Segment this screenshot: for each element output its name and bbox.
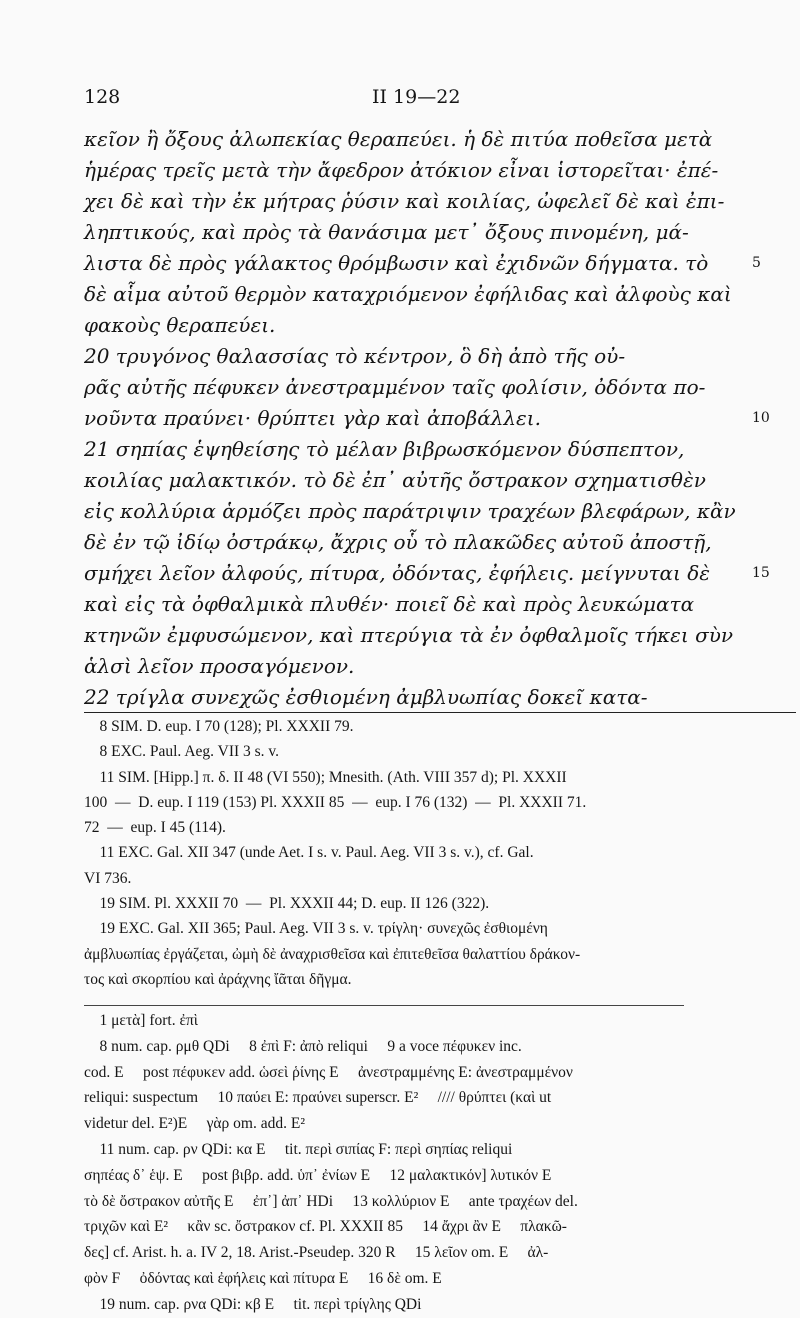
text-line (84, 155, 724, 186)
text-line-content: ληπτικούς, καὶ πρὸς τὰ θανάσιμα μετ᾽ ὄξους πινομένη, μά- (84, 220, 689, 244)
source-note-line: 100 — D. eup. I 119 (153) Pl. XXXII 85 — eup. I 76 (132) — Pl. XXXII 71. (84, 793, 587, 811)
text-line (84, 527, 724, 558)
text-line (84, 341, 724, 372)
text-line-content: εἰς κολλύρια ἁρμόζει πρὸς παράτριψιν τραχέων βλεφάρων, κἂν (84, 499, 736, 523)
text-line (84, 589, 724, 620)
line-number: 5 (752, 255, 761, 271)
apparatus-line: 8 num. cap. ρμθ QDi 8 ἐπὶ F: ἀπὸ reliqui 9 a voce πέφυκεν inc. (84, 1037, 522, 1055)
main-text-separator (84, 712, 796, 713)
source-note-line: 19 EXC. Gal. XII 365; Paul. Aeg. VII 3 s. v. τρίγλη· συνεχῶς ἐσθιομένη (84, 920, 548, 938)
apparatus-line: 1 μετὰ] fort. ἐπὶ (84, 1012, 198, 1029)
apparatus-line: videtur del. E²)E γὰρ om. add. E² (84, 1115, 305, 1133)
text-line-content: ἁλσὶ λεῖον προσαγόμενον. (84, 654, 355, 678)
text-line (84, 682, 724, 713)
text-line-content: δὲ ἐν τῷ ἰδίῳ ὀστράκῳ, ἄχρις οὗ τὸ πλακῶδες αὐτοῦ ἀποστῇ, (84, 530, 712, 554)
text-line (84, 620, 734, 651)
text-line-content: κεῖον ἢ ὄξους ἀλωπεκίας θεραπεύει. ἡ δὲ πιτύα ποθεῖσα μετὰ (84, 127, 713, 151)
text-line-content: σμήχει λεῖον ἀλφούς, πίτυρα, ὀδόντας, ἐφήλεις. μείγνυται δὲ (84, 561, 711, 585)
source-note-line: 8 SIM. D. eup. I 70 (128); Pl. XXXII 79. (84, 718, 354, 735)
apparatus-line: reliqui: suspectum 10 παύει E: πραύνει superscr. E² //// θρύπτει (καὶ ut (84, 1089, 552, 1107)
text-line (84, 465, 724, 496)
apparatus-line: σηπέας δ᾽ ἑψ. E post βιβρ. add. ὑπ᾽ ἐνίων E 12 μαλακτικόν] λυτικόν E (84, 1166, 552, 1184)
text-line (84, 186, 724, 217)
text-line-content: φακοὺς θεραπεύει. (84, 313, 276, 337)
source-note-line: 11 EXC. Gal. XII 347 (unde Aet. I s. v. Paul. Aeg. VII 3 s. v.), cf. Gal. (84, 844, 534, 862)
text-line-content: νοῦντα πραύνει· θρύπτει γὰρ καὶ ἀποβάλλει. (84, 406, 541, 430)
text-line-content: ρᾶς αὐτῆς πέφυκεν ἀνεστραμμένον ταῖς φολίσιν, ὀδόντα πο- (84, 375, 706, 399)
running-header (84, 86, 724, 116)
apparatus-line: τὸ δὲ ὄστρακον αὐτῆς E ἐπ᾽] ἀπ᾽ HDi 13 κολλύριον E ante τραχέων del. (84, 1192, 578, 1210)
line-number: 15 (752, 565, 770, 581)
text-line-content: καὶ εἰς τὰ ὀφθαλμικὰ πλυθέν· ποιεῖ δὲ καὶ πρὸς λευκώματα (84, 592, 695, 616)
source-note-line: VI 736. (84, 869, 132, 887)
source-note-line: ἀμβλυωπίας ἐργάζεται, ὠμὴ δὲ ἀναχρισθεῖσα καὶ ἐπιτεθεῖσα θαλαττίου δράκον- (84, 945, 581, 963)
text-line (84, 558, 770, 589)
text-line (84, 434, 724, 465)
source-note-line: 19 SIM. Pl. XXXII 70 — Pl. XXXII 44; D. eup. II 126 (322). (84, 895, 490, 913)
text-line-content: ἡμέρας τρεῖς μετὰ τὴν ἄφεδρον ἀτόκιον εἶναι ἱστορεῖται· ἐπέ- (84, 158, 719, 182)
source-notes (84, 714, 764, 992)
text-line-content: κτηνῶν ἐμφυσώμενον, καὶ πτερύγια τὰ ἐν ὀφθαλμοῖς τήκει σὺν (84, 623, 734, 647)
text-line-content: 22 τρίγλα συνεχῶς ἐσθιομένη ἀμβλυωπίας δοκεῖ κατα- (84, 685, 648, 709)
text-line (84, 403, 770, 434)
apparatus-line: 11 num. cap. ρν QDi: κα E tit. περὶ σιπίας F: περὶ σηπίας reliqui (84, 1140, 513, 1158)
text-line-content: δὲ αἷμα αὐτοῦ θερμὸν καταχριόμενον ἐφήλιδας καὶ ἀλφοὺς καὶ (84, 282, 732, 306)
main-text (84, 124, 770, 713)
critical-apparatus (84, 1008, 764, 1318)
text-line (84, 217, 724, 248)
source-note-line: 72 — eup. I 45 (114). (84, 819, 226, 837)
source-note-line: τος καὶ σκορπίου καὶ ἀράχνης ἴᾶται δῆγμα. (84, 970, 352, 988)
text-line-content: λιστα δὲ πρὸς γάλακτος θρόμβωσιν καὶ ἐχιδνῶν δήγματα. τὸ (84, 251, 709, 275)
apparatus-line: δες] cf. Arist. h. a. IV 2, 18. Arist.-Pseudep. 320 R 15 λεῖον om. E ἀλ- (84, 1244, 549, 1262)
text-line (84, 124, 724, 155)
text-line-content: 20 τρυγόνος θαλασσίας τὸ κέντρον, ὃ δὴ ἀπὸ τῆς οὐ- (84, 344, 626, 368)
apparatus-line: cod. E post πέφυκεν add. ὡσεὶ ῥίνης E ἀνεστραμμένης E: ἀνεστραμμένον (84, 1063, 573, 1081)
apparatus-line: 19 num. cap. ρνα QDi: κβ E tit. περὶ τρίγλης QDi (84, 1295, 422, 1313)
text-line (84, 651, 724, 682)
text-line-content: κοιλίας μαλακτικόν. τὸ δὲ ἐπ᾽ αὐτῆς ὄστρακον σχηματισθὲν (84, 468, 706, 492)
text-line-content: χει δὲ καὶ τὴν ἐκ μήτρας ῥύσιν καὶ κοιλίας, ὠφελεῖ δὲ καὶ ἐπι- (84, 189, 725, 213)
apparatus-line: φὸν F ὀδόντας καὶ ἐφήλεις καὶ πίτυρα E 16 δὲ om. E (84, 1269, 442, 1287)
text-line (84, 248, 761, 279)
apparatus-line: τριχῶν καὶ E² κἂν sc. ὄστρακον cf. Pl. XXXII 85 14 ἄχρι ἂν E πλακῶ- (84, 1218, 567, 1236)
text-line (84, 372, 724, 403)
line-number: 10 (752, 410, 770, 426)
text-line (84, 279, 732, 310)
text-line (84, 496, 736, 527)
text-line (84, 310, 724, 341)
running-title: II 19—22 (372, 86, 461, 108)
text-line-content: 21 σηπίας ἑψηθείσης τὸ μέλαν βιβρωσκόμενον δύσπεπτον, (84, 437, 685, 461)
source-note-line: 11 SIM. [Hipp.] π. δ. II 48 (VI 550); Mnesith. (Ath. VIII 357 d); Pl. XXXII (84, 768, 567, 786)
apparatus-separator (84, 1005, 684, 1006)
source-note-line: 8 EXC. Paul. Aeg. VII 3 s. v. (84, 743, 280, 761)
page-number: 128 (84, 86, 121, 108)
